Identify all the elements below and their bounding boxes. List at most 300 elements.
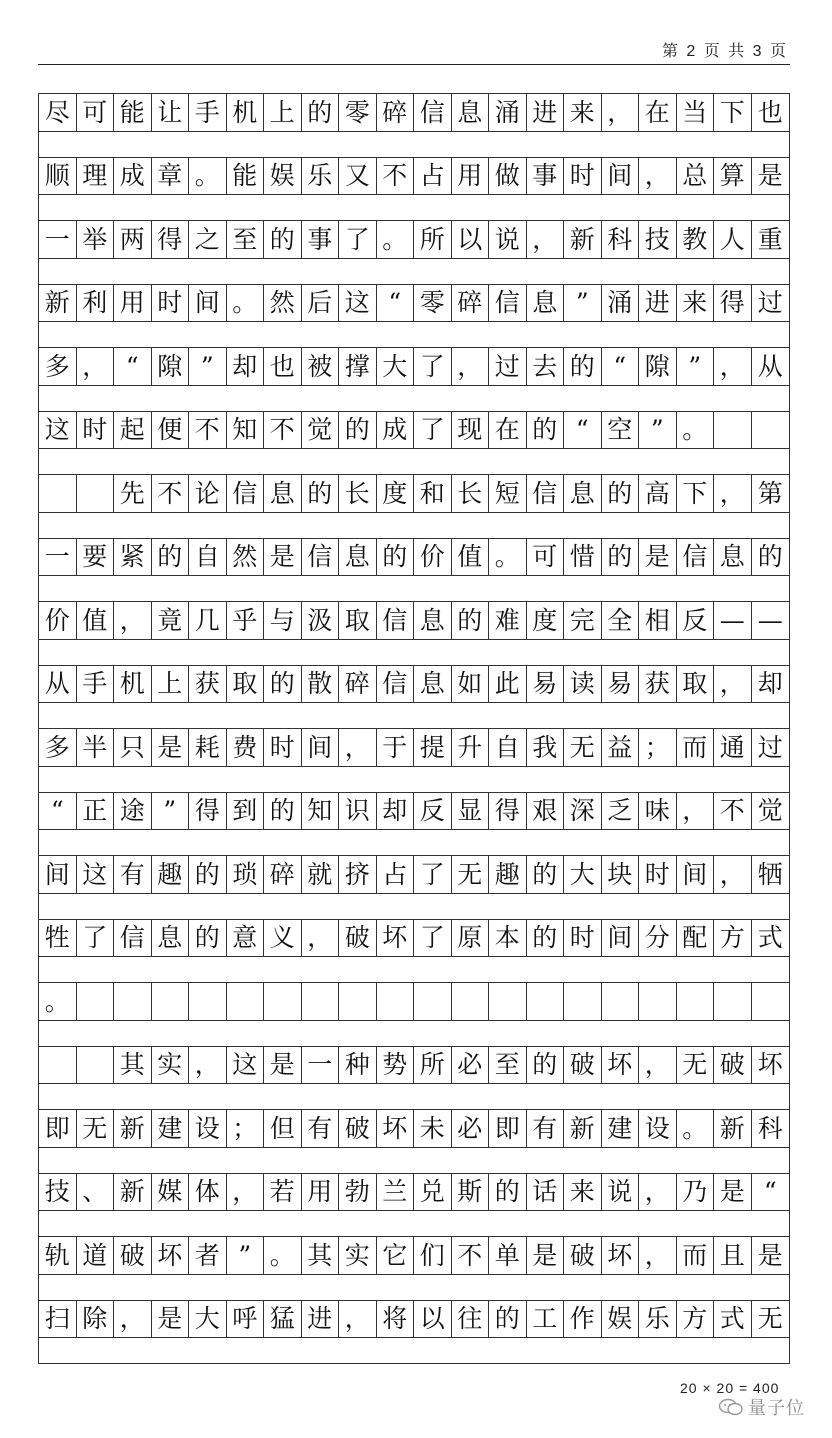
grid-cell: 琐 [227, 856, 265, 894]
grid-cell: ， [677, 793, 715, 831]
grid-cell: 即 [39, 1110, 77, 1148]
grid-cell: 却 [227, 348, 265, 386]
grid-cell: 破 [564, 1237, 602, 1275]
grid-cell: 第 [752, 475, 790, 513]
grid-cell [489, 983, 527, 1021]
grid-cell: 长 [452, 475, 490, 513]
grid-cell: 牲 [39, 920, 77, 958]
grid-cell: 了 [414, 920, 452, 958]
grid-cell: 乃 [677, 1174, 715, 1212]
grid-cell: 不 [189, 412, 227, 450]
grid-cell: 然 [264, 285, 302, 323]
grid-cell: 零 [414, 285, 452, 323]
grid-cell: 息 [264, 475, 302, 513]
grid-cell: 它 [377, 1237, 415, 1275]
grid-cell: ， [302, 920, 340, 958]
grid-cell: 举 [77, 221, 115, 259]
grid-cell: 耗 [189, 729, 227, 767]
grid-cell: 用 [452, 158, 490, 196]
grid-count: 20 × 20 = 400 [680, 1380, 780, 1396]
grid-cell: ， [527, 221, 565, 259]
grid-cell: 不 [452, 1237, 490, 1275]
grid-cell: 让 [152, 94, 190, 132]
grid-cell: 无 [77, 1110, 115, 1148]
grid-row [39, 475, 789, 539]
grid-cell: 的 [602, 539, 640, 577]
grid-cell: 了 [414, 412, 452, 450]
grid-cell: 破 [564, 1047, 602, 1085]
grid-cell: 方 [677, 1301, 715, 1339]
grid-row [39, 729, 789, 793]
grid-cell: 建 [152, 1110, 190, 1148]
grid-cell: “ [377, 285, 415, 323]
grid-cell: 碎 [377, 94, 415, 132]
grid-cell: 起 [114, 412, 152, 450]
grid-cell: 占 [377, 856, 415, 894]
grid-cell: 趣 [489, 856, 527, 894]
grid-cell: 新 [114, 1174, 152, 1212]
grid-cell: ， [714, 348, 752, 386]
grid-cell: 其 [114, 1047, 152, 1085]
grid-cell: 完 [564, 602, 602, 640]
grid-cell: 半 [77, 729, 115, 767]
grid-cell: ， [77, 348, 115, 386]
grid-cell: 坏 [602, 1047, 640, 1085]
grid-cell: 在 [639, 94, 677, 132]
grid-cell: 息 [152, 920, 190, 958]
grid-cell: 重 [752, 221, 790, 259]
grid-cell: ； [639, 729, 677, 767]
grid-cell: 是 [264, 1047, 302, 1085]
grid-cell [677, 983, 715, 1021]
grid-cell: 建 [602, 1110, 640, 1148]
grid-cell: 未 [414, 1110, 452, 1148]
grid-cell [189, 983, 227, 1021]
grid-cell: 将 [377, 1301, 415, 1339]
grid-cell: 而 [677, 1237, 715, 1275]
grid-cell: 通 [714, 729, 752, 767]
grid-cell: 是 [639, 539, 677, 577]
grid-cell: 技 [39, 1174, 77, 1212]
grid-cell: 间 [602, 920, 640, 958]
grid-cell: 长 [339, 475, 377, 513]
grid-cell: 猛 [264, 1301, 302, 1339]
grid-cell: 的 [564, 348, 602, 386]
grid-cell: 息 [339, 539, 377, 577]
grid-cell: 意 [227, 920, 265, 958]
grid-cell: 值 [452, 539, 490, 577]
grid-row [39, 1174, 789, 1238]
grid-cell: 的 [489, 1174, 527, 1212]
grid-cell: “ [752, 1174, 790, 1212]
grid-cell: 单 [489, 1237, 527, 1275]
grid-cell: 是 [527, 1237, 565, 1275]
grid-cell: 势 [377, 1047, 415, 1085]
grid-cell: 娱 [264, 158, 302, 196]
grid-cell: 斯 [452, 1174, 490, 1212]
grid-cell: 也 [752, 94, 790, 132]
grid-cell: ， [639, 1047, 677, 1085]
grid-cell: 时 [264, 729, 302, 767]
grid-cell: 之 [189, 221, 227, 259]
grid-cell: ， [639, 1237, 677, 1275]
grid-cell: 被 [302, 348, 340, 386]
grid-row [39, 412, 789, 476]
grid-cell: 分 [639, 920, 677, 958]
grid-cell: 于 [377, 729, 415, 767]
page-header [38, 32, 790, 65]
grid-cell: 一 [302, 1047, 340, 1085]
grid-cell: 可 [527, 539, 565, 577]
grid-cell: ” [677, 348, 715, 386]
grid-cell: ， [714, 475, 752, 513]
grid-cell: 式 [752, 920, 790, 958]
grid-cell: 惜 [564, 539, 602, 577]
grid-cell: 有 [302, 1110, 340, 1148]
grid-cell: 此 [489, 666, 527, 704]
grid-cell: 到 [227, 793, 265, 831]
grid-cell: 下 [714, 94, 752, 132]
grid-cell: 竟 [152, 602, 190, 640]
grid-cell: 只 [114, 729, 152, 767]
grid-cell: 间 [189, 285, 227, 323]
grid-cell: 全 [602, 602, 640, 640]
grid-cell: 进 [302, 1301, 340, 1339]
grid-cell: 信 [227, 475, 265, 513]
grid-cell: 反 [677, 602, 715, 640]
grid-cell: 大 [377, 348, 415, 386]
grid-cell: 来 [677, 285, 715, 323]
grid-cell: 破 [339, 920, 377, 958]
grid-cell: 取 [227, 666, 265, 704]
grid-cell: 们 [414, 1237, 452, 1275]
grid-cell: 必 [452, 1110, 490, 1148]
grid-cell: 论 [189, 475, 227, 513]
grid-cell: 正 [77, 793, 115, 831]
grid-cell: 去 [527, 348, 565, 386]
grid-cell: 乐 [639, 1301, 677, 1339]
grid-cell: 度 [527, 602, 565, 640]
grid-cell: 事 [527, 158, 565, 196]
grid-cell: 却 [377, 793, 415, 831]
watermark-text: 量子位 [748, 1398, 805, 1419]
grid-cell: 是 [264, 539, 302, 577]
grid-cell: 零 [339, 94, 377, 132]
grid-cell: 破 [339, 1110, 377, 1148]
grid-row [39, 983, 789, 1047]
grid-cell: 种 [339, 1047, 377, 1085]
grid-cell: 息 [527, 285, 565, 323]
grid-cell: 味 [639, 793, 677, 831]
grid-cell [114, 983, 152, 1021]
grid-cell: 如 [452, 666, 490, 704]
grid-row [39, 1301, 789, 1365]
grid-cell: 至 [489, 1047, 527, 1085]
grid-cell: 坏 [377, 1110, 415, 1148]
grid-cell: 我 [527, 729, 565, 767]
grid-cell: 易 [602, 666, 640, 704]
grid-cell: 过 [752, 729, 790, 767]
grid-cell: 义 [264, 920, 302, 958]
grid-cell: 过 [489, 348, 527, 386]
grid-row [39, 348, 789, 412]
grid-cell [714, 412, 752, 450]
grid-cell: 说 [602, 1174, 640, 1212]
grid-cell: 可 [77, 94, 115, 132]
grid-cell: 但 [264, 1110, 302, 1148]
grid-cell: 总 [677, 158, 715, 196]
grid-cell: 显 [452, 793, 490, 831]
grid-cell: 这 [339, 285, 377, 323]
grid-cell: 技 [639, 221, 677, 259]
grid-cell: 坏 [752, 1047, 790, 1085]
grid-cell: 工 [527, 1301, 565, 1339]
grid-cell: 撑 [339, 348, 377, 386]
grid-cell: ” [152, 793, 190, 831]
grid-cell: ” [189, 348, 227, 386]
grid-cell: 息 [714, 539, 752, 577]
grid-cell [639, 983, 677, 1021]
grid-cell: 信 [377, 666, 415, 704]
grid-cell: 几 [189, 602, 227, 640]
grid-cell: 实 [339, 1237, 377, 1275]
grid-cell: 。 [677, 1110, 715, 1148]
grid-cell [414, 983, 452, 1021]
grid-cell: 是 [152, 1301, 190, 1339]
grid-cell: 高 [639, 475, 677, 513]
grid-cell: 有 [527, 1110, 565, 1148]
grid-cell: 的 [452, 602, 490, 640]
grid-cell: ， [227, 1174, 265, 1212]
grid-cell [452, 983, 490, 1021]
grid-cell: 觉 [302, 412, 340, 450]
grid-cell: 是 [752, 1237, 790, 1275]
grid-cell: 坏 [602, 1237, 640, 1275]
grid-cell: 碎 [452, 285, 490, 323]
grid-cell: 易 [527, 666, 565, 704]
grid-cell: 。 [227, 285, 265, 323]
grid-cell [564, 983, 602, 1021]
grid-cell: 方 [714, 920, 752, 958]
grid-row [39, 1237, 789, 1301]
grid-cell: 。 [264, 1237, 302, 1275]
grid-cell: 提 [414, 729, 452, 767]
grid-cell: 碎 [264, 856, 302, 894]
grid-cell: 新 [114, 1110, 152, 1148]
grid-cell: 信 [114, 920, 152, 958]
grid-cell: 价 [414, 539, 452, 577]
grid-cell: 新 [564, 1110, 602, 1148]
grid-cell: 。 [677, 412, 715, 450]
grid-cell: 不 [714, 793, 752, 831]
grid-cell: 下 [677, 475, 715, 513]
grid-cell: 利 [77, 285, 115, 323]
grid-cell: 实 [152, 1047, 190, 1085]
grid-cell: 新 [39, 285, 77, 323]
grid-cell: 信 [527, 475, 565, 513]
grid-row [39, 793, 789, 857]
grid-cell: 的 [527, 1047, 565, 1085]
grid-cell: 且 [714, 1237, 752, 1275]
grid-cell: 后 [302, 285, 340, 323]
grid-cell: 坏 [152, 1237, 190, 1275]
grid-cell: 息 [452, 94, 490, 132]
grid-cell: ” [639, 412, 677, 450]
grid-cell: 先 [114, 475, 152, 513]
grid-cell: 式 [714, 1301, 752, 1339]
grid-cell: 的 [489, 1301, 527, 1339]
grid-cell: 又 [339, 158, 377, 196]
grid-cell: 间 [302, 729, 340, 767]
grid-cell: 原 [452, 920, 490, 958]
grid-cell: 其 [302, 1237, 340, 1275]
grid-cell [39, 475, 77, 513]
grid-cell: 。 [377, 221, 415, 259]
grid-cell: 间 [602, 158, 640, 196]
grid-cell: 乐 [302, 158, 340, 196]
grid-cell: 手 [77, 666, 115, 704]
grid-cell: 从 [39, 666, 77, 704]
grid-cell: ， [114, 602, 152, 640]
grid-cell [39, 1047, 77, 1085]
grid-cell: 了 [339, 221, 377, 259]
grid-cell: 事 [302, 221, 340, 259]
grid-cell: 信 [414, 94, 452, 132]
grid-cell: 度 [377, 475, 415, 513]
grid-cell: — [714, 602, 752, 640]
grid-cell: 获 [639, 666, 677, 704]
grid-cell: 用 [302, 1174, 340, 1212]
grid-cell [527, 983, 565, 1021]
grid-cell: 信 [489, 285, 527, 323]
grid-cell: 深 [564, 793, 602, 831]
grid-cell: 隙 [639, 348, 677, 386]
grid-cell: 章 [152, 158, 190, 196]
grid-cell: 无 [564, 729, 602, 767]
grid-cell: 块 [602, 856, 640, 894]
grid-cell: 顺 [39, 158, 77, 196]
grid-cell: 空 [602, 412, 640, 450]
grid-cell: 相 [639, 602, 677, 640]
grid-cell: 趣 [152, 856, 190, 894]
grid-row [39, 285, 789, 349]
grid-cell [77, 1047, 115, 1085]
grid-cell: ， [339, 1301, 377, 1339]
grid-cell: 在 [489, 412, 527, 450]
grid-cell: 紧 [114, 539, 152, 577]
grid-cell: 的 [752, 539, 790, 577]
grid-cell: 的 [264, 793, 302, 831]
grid-cell: 息 [414, 602, 452, 640]
grid-cell: 用 [114, 285, 152, 323]
grid-cell: 时 [77, 412, 115, 450]
grid-cell: 机 [227, 94, 265, 132]
grid-cell: 理 [77, 158, 115, 196]
grid-cell: ， [714, 666, 752, 704]
grid-cell: 不 [264, 412, 302, 450]
grid-cell: ， [714, 856, 752, 894]
grid-cell: 算 [714, 158, 752, 196]
grid-cell: 当 [677, 94, 715, 132]
grid-cell [752, 412, 790, 450]
grid-cell: 得 [152, 221, 190, 259]
grid-cell: 若 [264, 1174, 302, 1212]
grid-cell: “ [39, 793, 77, 831]
grid-row [39, 856, 789, 920]
grid-cell: 益 [602, 729, 640, 767]
grid-cell: 坏 [377, 920, 415, 958]
grid-cell: 设 [639, 1110, 677, 1148]
grid-cell: 汲 [302, 602, 340, 640]
grid-cell: 作 [564, 1301, 602, 1339]
grid-cell: 碎 [339, 666, 377, 704]
grid-cell: 知 [227, 412, 265, 450]
grid-cell: 。 [39, 983, 77, 1021]
grid-cell: ， [639, 158, 677, 196]
wechat-icon [718, 1398, 744, 1416]
grid-cell: “ [602, 348, 640, 386]
grid-cell: 乏 [602, 793, 640, 831]
grid-cell: 成 [377, 412, 415, 450]
grid-cell: 成 [114, 158, 152, 196]
grid-cell: 多 [39, 348, 77, 386]
grid-cell: 体 [189, 1174, 227, 1212]
grid-cell: ， [339, 729, 377, 767]
grid-cell: 却 [752, 666, 790, 704]
grid-cell: 的 [377, 539, 415, 577]
grid-cell: 取 [677, 666, 715, 704]
grid-cell: 一 [39, 539, 77, 577]
grid-cell: 涌 [602, 285, 640, 323]
grid-cell: 话 [527, 1174, 565, 1212]
grid-cell: 时 [564, 158, 602, 196]
grid-cell: 获 [189, 666, 227, 704]
grid-cell: 进 [527, 94, 565, 132]
grid-cell: 时 [639, 856, 677, 894]
grid-cell: 配 [677, 920, 715, 958]
grid-row [39, 94, 789, 158]
grid-cell: 来 [564, 1174, 602, 1212]
grid-cell [77, 475, 115, 513]
grid-cell: 了 [77, 920, 115, 958]
grid-cell: 人 [714, 221, 752, 259]
grid-row [39, 158, 789, 222]
grid-cell: “ [564, 412, 602, 450]
grid-cell: 就 [302, 856, 340, 894]
grid-cell: 往 [452, 1301, 490, 1339]
grid-cell [264, 983, 302, 1021]
grid-cell: 做 [489, 158, 527, 196]
grid-cell [602, 983, 640, 1021]
grid-cell: 道 [77, 1237, 115, 1275]
grid-row [39, 221, 789, 285]
grid-cell: 上 [152, 666, 190, 704]
grid-cell: 隙 [152, 348, 190, 386]
grid-cell: 无 [452, 856, 490, 894]
grid-cell: 乎 [227, 602, 265, 640]
grid-cell: 的 [527, 856, 565, 894]
grid-cell: 者 [189, 1237, 227, 1275]
grid-cell: 手 [189, 94, 227, 132]
grid-cell: 是 [714, 1174, 752, 1212]
grid-cell: 科 [752, 1110, 790, 1148]
grid-cell: 的 [152, 539, 190, 577]
grid-cell: 能 [227, 158, 265, 196]
grid-cell: 然 [227, 539, 265, 577]
grid-cell: 的 [527, 412, 565, 450]
grid-cell: 的 [527, 920, 565, 958]
grid-cell: ” [564, 285, 602, 323]
